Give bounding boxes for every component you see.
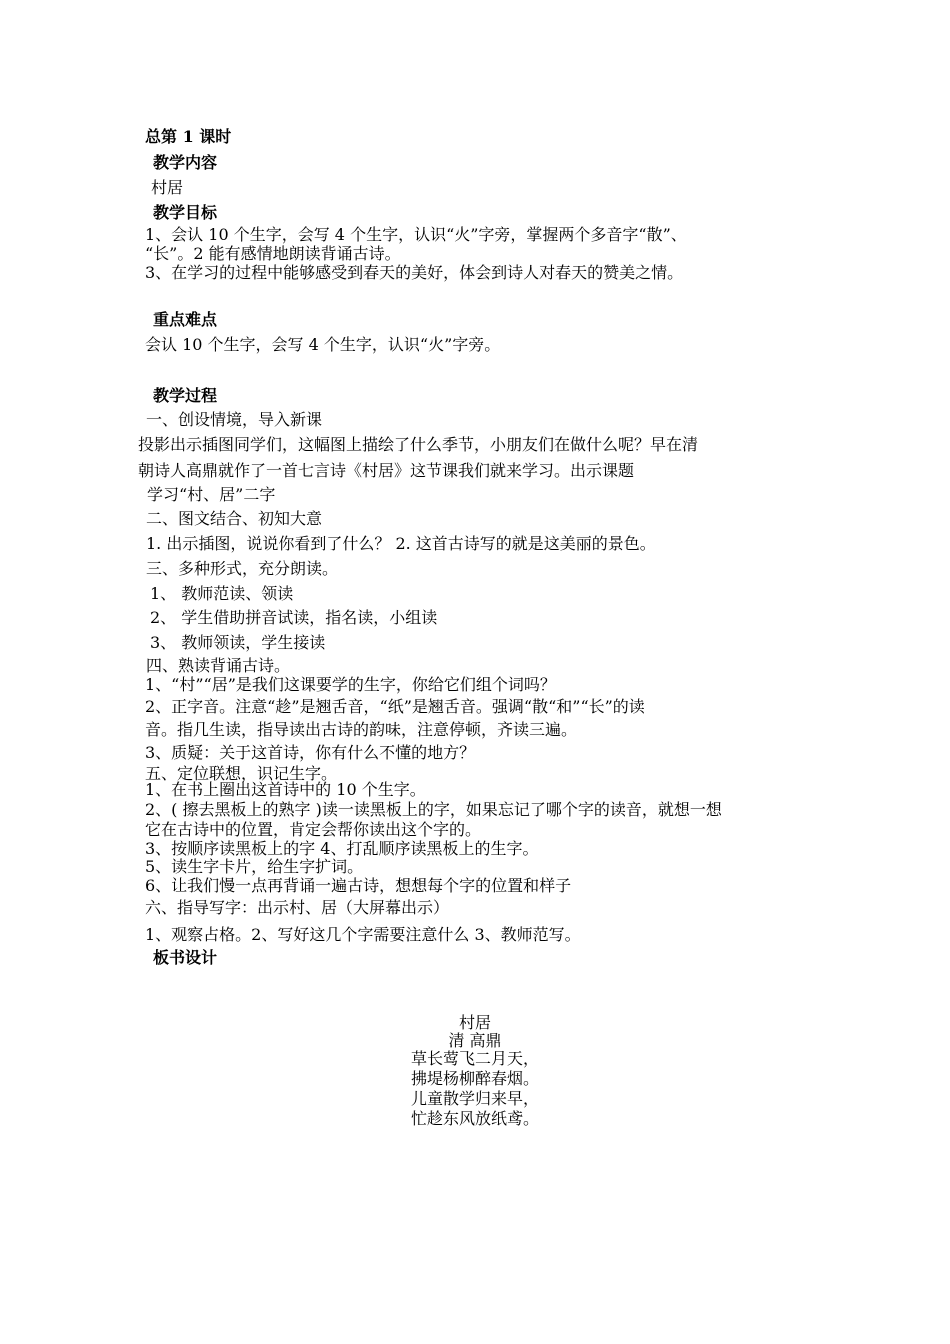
process-heading: 教学过程 (153, 386, 218, 405)
goals-line-3: 3、在学习的过程中能够感受到春天的美好，体会到诗人对春天的赞美之情。 (145, 263, 684, 282)
process-line: 2、 学生借助拼音试读，指名读，小组读 (150, 608, 438, 627)
key-heading: 重点难点 (153, 310, 218, 329)
process-line: 1、 教师范读、领读 (150, 584, 294, 603)
process-line: 朝诗人高鼎就作了一首七言诗《村居》这节课我们就来学习。出示课题 (138, 461, 635, 480)
process-line: 音。指几生读，指导读出古诗的韵味，注意停顿，齐读三遍。 (145, 720, 578, 739)
process-line: 四、熟读背诵古诗。 (146, 656, 291, 675)
goals-line-2: “长”。2 能有感情地朗读背诵古诗。 (145, 244, 401, 263)
process-line: 2、正字音。注意“趁”是翘舌音，“纸”是翘舌音。强调“散“和”“长”的读 (145, 697, 645, 716)
process-line: 二、图文结合、初知大意 (146, 509, 323, 528)
poem-title: 村居 (458, 1013, 491, 1032)
process-line: 3、 教师领读，学生接读 (150, 633, 326, 652)
process-line: 3、质疑：关于这首诗，你有什么不懂的地方？ (145, 743, 476, 762)
content-text: 村居 (151, 178, 184, 197)
process-line: 投影出示插图同学们，这幅图上描绘了什么季节，小朋友们在做什么呢？早在清 (138, 435, 699, 454)
process-line: 6、让我们慢一点再背诵一遍古诗，想想每个字的位置和样子 (145, 876, 572, 895)
board-heading: 板书设计 (153, 948, 218, 967)
goals-line-1: 1、会认 10 个生字，会写 4 个生字，认识“火”字旁，掌握两个多音字“散”、 (145, 225, 687, 244)
lesson-number: 总第 1 课时 (145, 127, 232, 146)
process-line: 3、按顺序读黑板上的字 4、打乱顺序读黑板上的生字。 (145, 839, 539, 858)
process-line: 三、多种形式，充分朗读。 (146, 559, 339, 578)
content-heading: 教学内容 (153, 153, 218, 172)
process-line: 1. 出示插图，说说你看到了什么？ 2. 这首古诗写的就是这美丽的景色。 (146, 534, 656, 553)
poem-author: 清 高鼎 (448, 1031, 502, 1050)
process-line: 1、在书上圈出这首诗中的 10 个生字。 (145, 780, 426, 799)
process-line: 5、读生字卡片，给生字扩词。 (145, 857, 364, 876)
key-text: 会认 10 个生字，会写 4 个生字，认识“火”字旁。 (145, 335, 501, 354)
process-line: 1、观察占格。2、写好这几个字需要注意什么 3、教师范写。 (145, 925, 581, 944)
process-line: 学习“村、居”二字 (147, 485, 276, 504)
poem-line: 拂堤杨柳醉春烟。 (410, 1069, 539, 1088)
poem-line: 儿童散学归来早， (410, 1089, 539, 1108)
process-line: 它在古诗中的位置，肯定会帮你读出这个字的。 (145, 820, 482, 839)
process-line: 2、( 擦去黑板上的熟字 )读一读黑板上的字，如果忘记了哪个字的读音，就想一想 (145, 800, 722, 819)
process-line: 五、定位联想，识记生字。 (145, 764, 338, 783)
poem-line: 草长莺飞二月天， (410, 1049, 539, 1068)
process-line: 六、指导写字：出示村、居（大屏幕出示） (145, 898, 450, 917)
process-line: 一、创设情境，导入新课 (146, 410, 323, 429)
poem-line: 忙趁东风放纸鸢。 (410, 1109, 539, 1128)
process-line: 1、“村”“居”是我们这课要学的生字，你给它们组个词吗？ (145, 675, 556, 694)
goals-heading: 教学目标 (153, 203, 218, 222)
